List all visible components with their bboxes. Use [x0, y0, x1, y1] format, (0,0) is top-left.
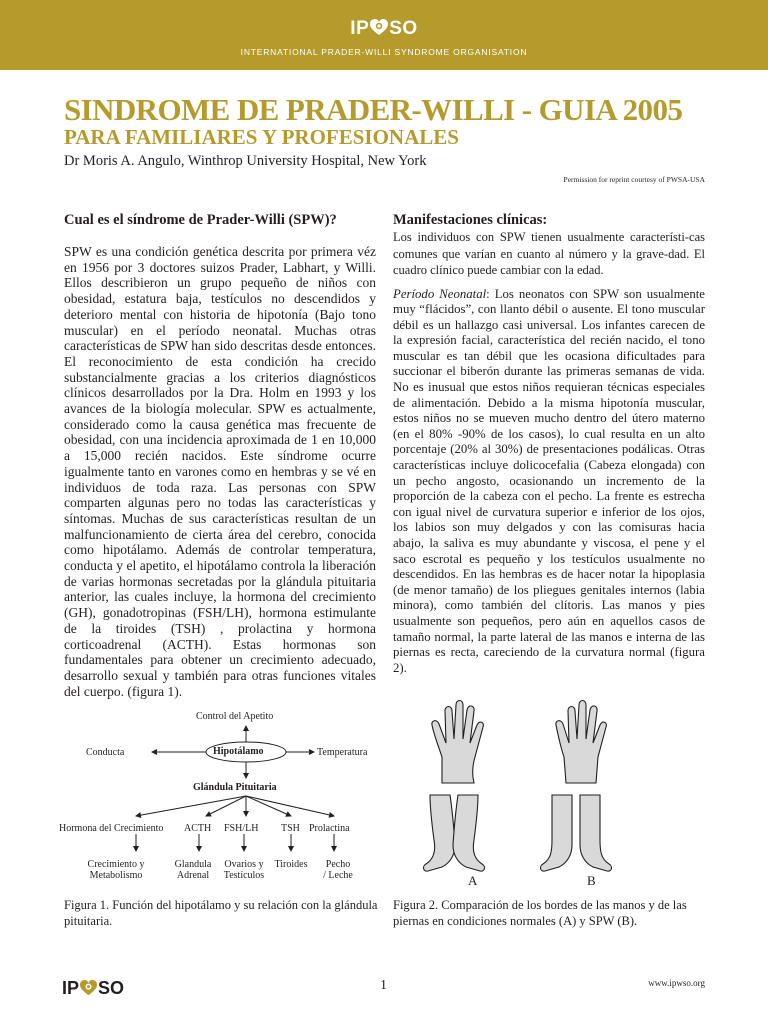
figure2-illustration	[420, 695, 670, 890]
fig1-right: Temperatura	[317, 747, 368, 758]
fig1-center: Hipotálamo	[213, 746, 264, 757]
fig1-hormone-tsh: TSH	[281, 823, 300, 834]
fig1-target-gonads-l1: Ovarios y	[224, 859, 264, 870]
right-column	[393, 212, 705, 676]
footer-logo-prefix: IP	[62, 978, 80, 998]
website-link[interactable]: www.ipwso.org	[648, 978, 705, 988]
fig1-hormone-fshlh: FSH/LH	[224, 823, 259, 834]
clinical-intro: Los individuos con SPW tienen usualmente característi-cas comunes que varían en cuanto al número y la grave-dad. El cuadro clínico puede cambiar con la edad.	[393, 230, 705, 277]
fig1-target-thyroid-l1: Tiroides	[274, 859, 308, 870]
page-number: 1	[380, 978, 387, 993]
page-title: SINDROME DE PRADER-WILLI - GUIA 2005	[64, 92, 683, 127]
fig1-target-growth-l1: Crecimiento y	[87, 859, 145, 870]
figure2-label-a: A	[468, 873, 478, 888]
ipwso-logo	[0, 18, 768, 43]
fig1-target-gonads	[218, 859, 270, 881]
fig1-target-breast-l1: Pecho	[325, 859, 351, 870]
logo-suffix: SO	[389, 18, 418, 39]
left-column	[64, 212, 376, 699]
fig1-target-breast	[318, 859, 358, 881]
footer-logo	[62, 978, 124, 1002]
fig1-target-breast-l2: / Leche	[323, 870, 353, 881]
hands-legs-drawing	[420, 695, 670, 890]
figure1-caption: Figura 1. Función del hipotálamo y su relación con la glándula pituitaria.	[64, 898, 378, 928]
footer-logo-suffix: SO	[98, 978, 125, 998]
neonatal-label: Período Neonatal	[393, 286, 487, 301]
fig1-hormone-prolactin: Prolactina	[309, 823, 350, 834]
logo-prefix: IP	[350, 18, 370, 39]
organisation-name: INTERNATIONAL PRADER-WILLI SYNDROME ORGANISATION	[240, 47, 528, 57]
fig1-hormone-acth: ACTH	[184, 823, 212, 834]
fig1-pituitary: Glándula Pituitaria	[193, 782, 277, 793]
header-band	[0, 0, 768, 70]
fig1-target-adrenal	[168, 859, 218, 881]
heart-logo-icon	[370, 19, 388, 43]
figure1-diagram	[56, 708, 386, 893]
figure2-caption: Figura 2. Comparación de los bordes de las manos y de las piernas en condiciones normales (A) y SPW (B).	[393, 898, 687, 928]
neonatal-body: : Los neonatos con SPW son usualmente muy “flácidos”, con llanto débil o ausente. El tono muscular débil es un hallazgo casi universal. Los infantes carecen de la expresión facial, característica del recién nacido, el tono muscular es tan débil que les ocasiona dificultades para succionar el biberón durante las primeras semanas de vida. No es inusual que estos niños requieran técnicas especiales de alimentación. Debido a la misma hipotonía muscular, estos niños no se mueven mucho dentro del útero materno (en el 80% -90% de los casos), lo cual resulta en un alto porcentaje (20% al 30%) de presentaciones podálicas. Otras características incluye dolicocefalia (Cabeza elongada) con un pecho angosto, ocasionando un incremento de la proporción de la cabeza con el pecho. La frente es estrecha con igual nivel de curvatura superior e inferior de los ojos, los labios son muy delgados y con las comisuras hacia abajo, la saliva es muy abundante y viscosa, el pene y el saco escrotal es pequeño y los testículos usualmente no descendidos. En las hembras es de hacer notar la hipoplasia (de menor tamaño) de los pliegues genitales internos (labia minora), como también del clítoris. Las manos y pies usualmente son pequeños, pero aún en aquellos casos de tamaño normal, la parte lateral de las manos e interna de las piernas es recta, careciendo de la curvatura normal (figura 2).	[393, 286, 705, 675]
page-subtitle: PARA FAMILIARES Y PROFESIONALES	[64, 125, 459, 149]
neonatal-paragraph	[393, 287, 705, 677]
footer-heart-icon	[80, 980, 97, 1002]
fig1-target-adrenal-l1: Glandula	[174, 859, 212, 870]
fig1-left: Conducta	[86, 747, 125, 758]
fig1-target-gonads-l2: Testículos	[223, 870, 265, 881]
fig1-target-growth	[84, 859, 148, 881]
left-heading: Cual es el síndrome de Prader-Willi (SPW)?	[64, 212, 337, 228]
fig1-target-growth-l2: Metabolismo	[89, 870, 143, 881]
right-heading: Manifestaciones clínicas:	[393, 212, 548, 228]
permission-note: Permission for reprint courtesy of PWSA-USA	[563, 175, 705, 184]
fig1-target-adrenal-l2: Adrenal	[176, 870, 210, 881]
author-line: Dr Moris A. Angulo, Winthrop University Hospital, New York	[64, 153, 427, 169]
figure2-label-b: B	[587, 873, 596, 888]
fig1-target-thyroid	[271, 859, 311, 870]
fig1-hormone-gh: Hormona del Crecimiento	[59, 823, 164, 834]
left-body: SPW es una condición genética descrita por primera véz en 1956 por 3 doctores suizos Prader, Labhart, y Willi. Ellos describieron un grupo pequeño de niños con obesidad, estatura baja, testículos no descendidos y deterioro mental con historia de hipotonía (Bajo tono muscular) en el período neonatal. Muchas otras características de SPW han sido descritas desde entonces. El reconocimiento de esta condición ha crecido substancialmente gracias a los criterios diagnósticos clínicos desarrollados por la Dra. Holm en 1993 y los avances de la biología molecular. SPW es actualmente, considerado como la causa genética mas frecuente de obesidad, con una incidencia aproximada de 1 en 10,000 a 15,000 recién nacidos. Este síndrome ocurre igualmente tanto en varones como en hembras y se vé en individuos de toda raza. Las personas con SPW comparten algunas pero no todas las características y síntomas. Muchas de sus características resultan de un malfuncionamiento de cierta área del cerebro, conocida como hipotálamo. Además de controlar temperatura, conducta y el apetito, el hipotálamo controla la liberación de varias hormonas secretadas por la glándula pituitaria anterior, las cuales incluye, la hormona del crecimiento (GH), gonadotropinas (FSH/LH), hormona estimulante de la tiroides (TSH) , prolactina y hormona corticoadrenal (ACTH). Estas hormonas son fundamentales para obtener un crecimiento adecuado, desarrollo sexual y también para otras funciones vitales del cuerpo. (figura 1).	[64, 244, 376, 699]
fig1-top: Control del Apetito	[196, 711, 274, 722]
